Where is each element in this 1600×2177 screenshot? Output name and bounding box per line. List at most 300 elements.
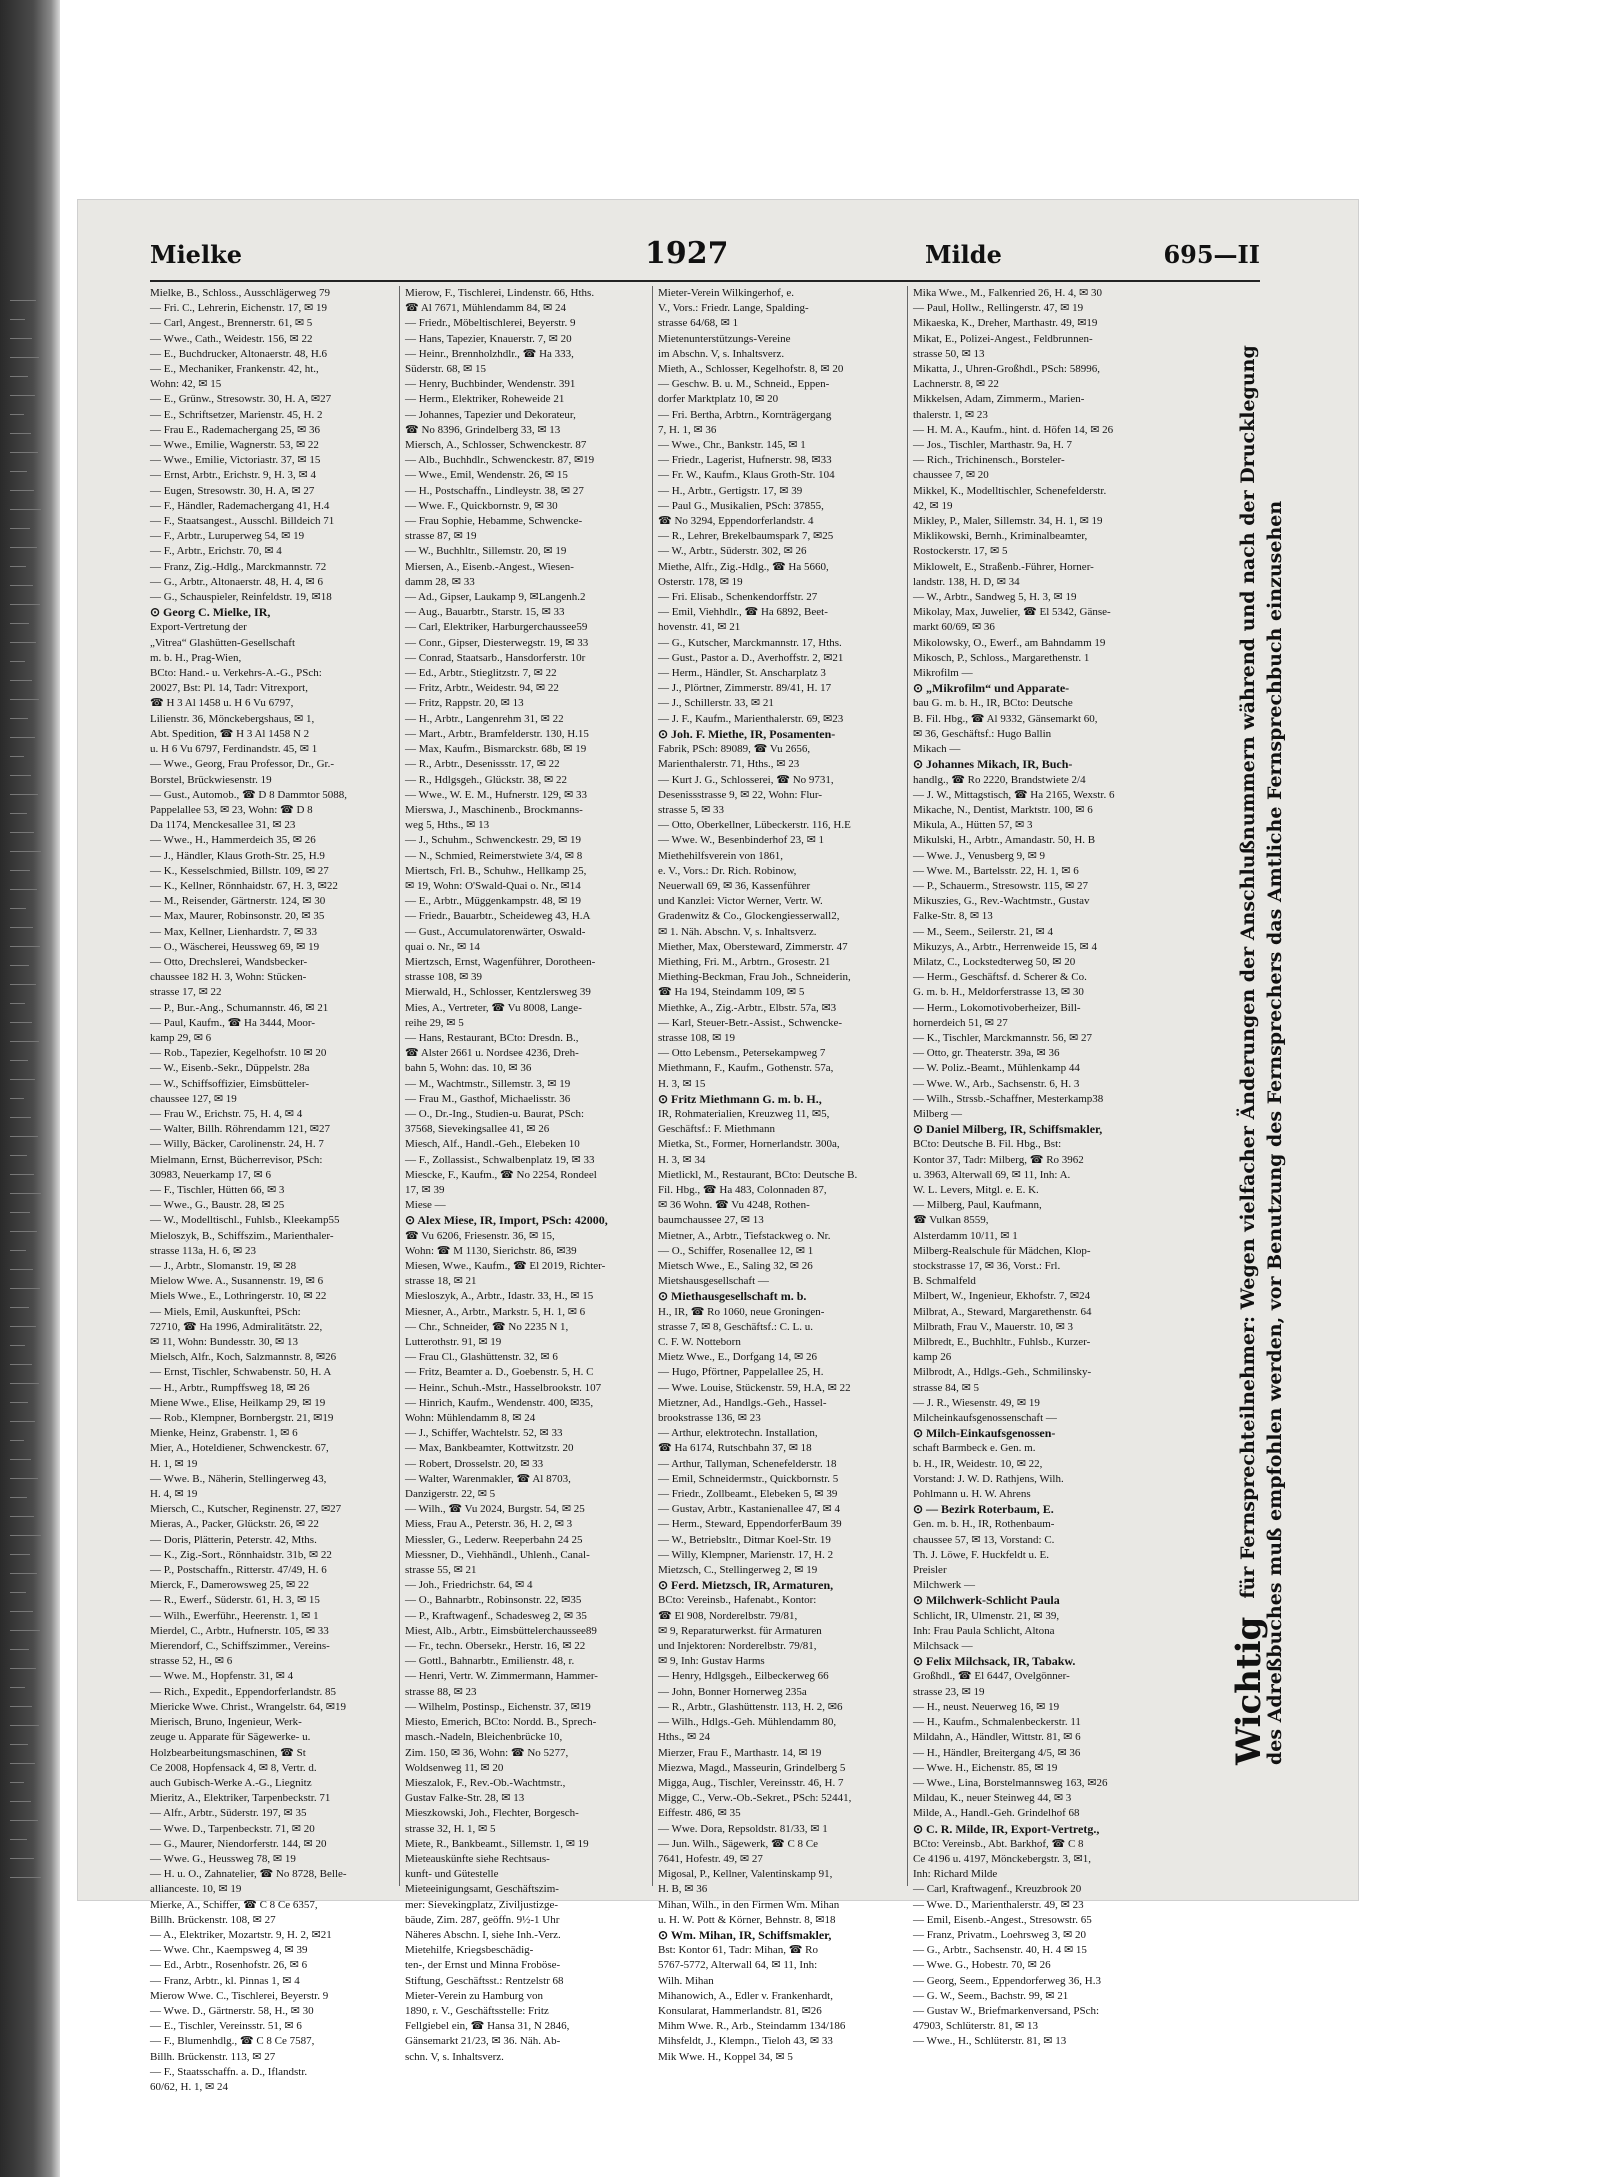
directory-entry: e. V., Vors.: Dr. Rich. Robinow, bbox=[658, 864, 797, 877]
facing-page-line bbox=[10, 832, 34, 833]
directory-entry: baumchaussee 27, ✉ 13 bbox=[658, 1214, 764, 1227]
directory-entry: — Karl, Steuer-Betr.-Assist., Schwencke- bbox=[658, 1016, 842, 1029]
directory-entry: — R., Lehrer, Brekelbaumspark 7, ✉25 bbox=[658, 530, 834, 543]
facing-page-line bbox=[10, 661, 25, 662]
directory-entry: — Frau Sophie, Hebamme, Schwencke- bbox=[405, 515, 583, 528]
directory-entry: — Wwe. D., Gärtnerstr. 58, H., ✉ 30 bbox=[150, 2004, 314, 2017]
facing-page-line bbox=[10, 1022, 32, 1023]
directory-entry: — Emil, Eisenb.-Angest., Stresowstr. 65 bbox=[913, 1913, 1092, 1926]
directory-entry: BCto: Deutsche B. Fil. Hbg., Bst: bbox=[913, 1138, 1062, 1151]
directory-entry: Miesch, Alf., Handl.-Geh., Elebeken 10 bbox=[405, 1138, 580, 1151]
directory-entry: Schlicht, IR, Ulmenstr. 21, ✉ 39, bbox=[913, 1609, 1060, 1622]
directory-entry: ten-, der Ernst und Minna Froböse- bbox=[405, 1959, 561, 1972]
directory-entry: Mietz Wwe., E., Dorfgang 14, ✉ 26 bbox=[658, 1351, 818, 1364]
directory-entry: u. 3963, Alterwall 69, ✉ 11, Inh: A. bbox=[913, 1168, 1071, 1181]
directory-entry: — Gust., Pastor a. D., Averhoffstr. 2, ✉21 bbox=[658, 651, 844, 664]
directory-entry: Milberg — bbox=[913, 1107, 962, 1120]
directory-entry: — Wilh., ☎ Vu 2024, Burgstr. 54, ✉ 25 bbox=[405, 1503, 585, 1516]
directory-entry: — F., Arbtr., Luruperweg 54, ✉ 19 bbox=[150, 530, 305, 543]
directory-entry: Vorstand: J. W. D. Rathjens, Wilh. bbox=[913, 1472, 1064, 1485]
directory-entry: im Abschn. V, s. Inhaltsverz. bbox=[658, 347, 785, 360]
facing-page-line bbox=[10, 1497, 27, 1498]
directory-entry: — Herm., Lokomotivoberheizer, Bill- bbox=[913, 1001, 1081, 1014]
directory-entry: Miessler, G., Lederw. Reeperbahn 24 25 bbox=[405, 1533, 583, 1546]
directory-entry: Miericke Wwe. Christ., Wrangelstr. 64, ✉19 bbox=[150, 1700, 346, 1713]
directory-entry: — Walter, Warenmakler, ☎ Al 8703, bbox=[405, 1472, 571, 1485]
directory-entry: chaussee 182 H. 3, Wohn: Stücken- bbox=[150, 971, 307, 984]
directory-entry: — Wilh., Hdlgs.-Geh. Mühlendamm 80, bbox=[658, 1716, 837, 1729]
directory-entry: — O., Bahnarbtr., Robinsonstr. 22, ✉35 bbox=[405, 1594, 582, 1607]
directory-entry: — Heinr., Brennholzhdlr., ☎ Ha 333, bbox=[405, 347, 574, 360]
directory-entry: quai o. Nr., ✉ 14 bbox=[405, 940, 480, 953]
directory-entry: Miest, Alb., Arbtr., Eimsbüttelerchaussee89 bbox=[405, 1624, 597, 1637]
directory-entry: H. B, ✉ 36 bbox=[658, 1883, 708, 1896]
page-number: 695—II bbox=[1163, 240, 1260, 269]
directory-entry: — Geschw. B. u. M., Schneid., Eppen- bbox=[658, 378, 830, 391]
directory-entry: strasse 50, ✉ 13 bbox=[913, 347, 985, 360]
directory-entry: — Aug., Bauarbtr., Starstr. 15, ✉ 33 bbox=[405, 606, 565, 619]
directory-entry: — Chr., Schneider, ☎ No 2235 N 1, bbox=[405, 1320, 569, 1333]
directory-entry: — Fritz, Beamter a. D., Goebenstr. 5, H. C bbox=[405, 1366, 594, 1379]
directory-entry: Mielke, B., Schloss., Ausschlägerweg 79 bbox=[150, 287, 330, 299]
directory-entry: — Gustav, Arbtr., Kastanienallee 47, ✉ 4 bbox=[658, 1503, 841, 1516]
facing-page-line bbox=[10, 908, 26, 909]
directory-entry: Mielsch, Alfr., Koch, Salzmannstr. 8, ✉26 bbox=[150, 1351, 337, 1364]
directory-entry: Näheres Abschn. I, siehe Inh.-Verz. bbox=[405, 1928, 561, 1941]
facing-page-line bbox=[10, 300, 36, 301]
facing-page-line bbox=[10, 737, 35, 738]
facing-page-line bbox=[10, 1269, 33, 1270]
directory-entry: — A., Elektriker, Mozartstr. 9, H. 2, ✉21 bbox=[150, 1928, 332, 1941]
directory-entry: hovenstr. 41, ✉ 21 bbox=[658, 621, 741, 634]
facing-page-line bbox=[10, 357, 39, 358]
directory-entry: chaussee 127, ✉ 19 bbox=[150, 1092, 237, 1105]
facing-page-line bbox=[10, 889, 37, 890]
directory-entry: — Carl, Elektriker, Harburgerchaussee59 bbox=[405, 621, 588, 634]
directory-entry: b. H., IR, Weidestr. 10, ✉ 22, bbox=[913, 1457, 1043, 1470]
directory-entry: Mihsfeldt, J., Klempn., Tieloh 43, ✉ 33 bbox=[658, 2035, 833, 2048]
facing-page-line bbox=[10, 585, 33, 586]
directory-entry: — Ad., Gipser, Laukamp 9, ✉Langenh.2 bbox=[405, 591, 586, 604]
directory-entry: Mietlickl, M., Restaurant, BCto: Deutsche B. bbox=[658, 1168, 858, 1181]
directory-entry: Mieteauskünfte siehe Rechtsaus- bbox=[405, 1852, 550, 1865]
directory-entry: ✉ 9, Inh: Gustav Harms bbox=[658, 1655, 765, 1668]
directory-entry: — Wwe. D., Tarpenbeckstr. 71, ✉ 20 bbox=[150, 1822, 315, 1835]
directory-entry: reihe 29, ✉ 5 bbox=[405, 1016, 464, 1029]
directory-entry: ⊙ Daniel Milberg, IR, Schiffsmakler, bbox=[913, 1122, 1103, 1137]
directory-entry: — F., Staatsangest., Ausschl. Billdeich 71 bbox=[150, 515, 335, 528]
directory-entry: — Wilh., Strssb.-Schaffner, Mesterkamp38 bbox=[913, 1092, 1104, 1105]
directory-entry: Falke-Str. 8, ✉ 13 bbox=[913, 910, 993, 923]
directory-entry: und Kanzlei: Victor Werner, Vertr. W. bbox=[658, 895, 823, 908]
directory-entry: G. m. b. H., Meldorferstrasse 13, ✉ 30 bbox=[913, 986, 1084, 999]
directory-entry: Lutterothstr. 91, ✉ 19 bbox=[405, 1336, 502, 1349]
directory-entry: Mietshausgesellschaft — bbox=[658, 1275, 769, 1288]
directory-entry: ⊙ Fritz Miethmann G. m. b. H., bbox=[658, 1091, 822, 1106]
directory-entry: ⊙ Milch-Einkaufsgenossen- bbox=[913, 1426, 1056, 1441]
directory-entry: strasse 108, ✉ 19 bbox=[658, 1031, 736, 1044]
directory-entry: — Gust., Automob., ☎ D 8 Dammtor 5088, bbox=[150, 788, 348, 801]
directory-entry: H. 3, ✉ 15 bbox=[658, 1077, 706, 1090]
facing-page-line bbox=[10, 1212, 30, 1213]
directory-entry: Mikache, N., Dentist, Marktstr. 100, ✉ 6 bbox=[913, 803, 1093, 816]
facing-page-line bbox=[10, 1041, 39, 1042]
facing-page-line bbox=[10, 1763, 35, 1764]
directory-entry: ☎ Ha 6174, Rutschbahn 37, ✉ 18 bbox=[658, 1442, 812, 1455]
facing-page-line bbox=[10, 490, 34, 491]
directory-entry: Mikosch, P., Schloss., Margarethenstr. 1 bbox=[913, 651, 1090, 664]
directory-entry: — Hinrich, Kaufm., Wendenstr. 400, ✉35, bbox=[405, 1396, 594, 1409]
directory-entry: — Frau Cl., Glashüttenstr. 32, ✉ 6 bbox=[405, 1351, 558, 1364]
directory-entry: — O., Schiffer, Rosenallee 12, ✉ 1 bbox=[658, 1244, 814, 1257]
directory-entry: — Fr., techn. Obersekr., Herstr. 16, ✉ 22 bbox=[405, 1640, 586, 1653]
directory-entry: Miescke, F., Kaufm., ☎ No 2254, Rondeel bbox=[405, 1168, 597, 1181]
directory-entry: Miesen, Wwe., Kaufm., ☎ El 2019, Richter- bbox=[405, 1260, 606, 1272]
directory-entry: — Otto, Drechslerei, Wandsbecker- bbox=[150, 955, 308, 968]
directory-entry: Mikrofilm — bbox=[913, 667, 973, 680]
directory-entry: Mieter-Verein Wilkingerhof, e. bbox=[658, 287, 794, 299]
directory-entry: — Wwe. J., Venusberg 9, ✉ 9 bbox=[913, 849, 1046, 862]
directory-entry: — Wwe., W. E. M., Hufnerstr. 129, ✉ 33 bbox=[405, 788, 587, 801]
directory-entry: — Hans, Restaurant, BCto: Dresdn. B., bbox=[405, 1031, 579, 1044]
header-rule bbox=[150, 280, 1260, 282]
directory-entry: bäude, Zim. 287, geöffn. 9½-1 Uhr bbox=[405, 1913, 560, 1926]
facing-page-line bbox=[10, 566, 26, 567]
facing-page-line bbox=[10, 604, 40, 605]
directory-entry: Miesner, A., Arbtr., Markstr. 5, H. 1, ✉ 6 bbox=[405, 1305, 586, 1318]
directory-entry: chaussee 7, ✉ 20 bbox=[913, 469, 989, 482]
directory-entry: Miertsch, Frl. B., Schuhw., Hellkamp 25, bbox=[405, 864, 587, 877]
facing-page-line bbox=[10, 1877, 41, 1878]
directory-entry: — W. Poliz.-Beamt., Mühlenkamp 44 bbox=[913, 1062, 1080, 1075]
directory-entry: — Wwe. M., Bartelsstr. 22, H. 1, ✉ 6 bbox=[913, 864, 1079, 877]
directory-entry: IR, Rohmaterialien, Kreuzweg 11, ✉5, bbox=[658, 1107, 830, 1120]
directory-entry: — J., Händler, Klaus Groth-Str. 25, H.9 bbox=[150, 849, 325, 862]
directory-entry: Mihan, Wilh., in den Firmen Wm. Mihan bbox=[658, 1898, 840, 1911]
directory-entry: — Eugen, Stresowstr. 30, H. A, ✉ 27 bbox=[150, 484, 315, 497]
directory-entry: Mierzer, Frau F., Marthastr. 14, ✉ 19 bbox=[658, 1746, 822, 1759]
directory-entry: — Max, Kaufm., Bismarckstr. 68b, ✉ 19 bbox=[405, 743, 587, 756]
directory-entry: — Willy, Klempner, Marienstr. 17, H. 2 bbox=[658, 1548, 834, 1561]
side-notice-text-1: für Fernsprechteilnehmer: Wegen vielfacher Änderungen der Anschlußnummern während und nach der Drucklegung bbox=[1237, 345, 1259, 1599]
directory-entry: — Hugo, Pförtner, Pappelallee 25, H. bbox=[658, 1366, 824, 1379]
directory-entry: ☎ Alster 2661 u. Nordsee 4236, Dreh- bbox=[405, 1047, 579, 1060]
column-1 bbox=[150, 286, 390, 2093]
directory-entry: — Conrad, Staatsarb., Hansdorferstr. 10r bbox=[405, 651, 586, 664]
facing-page-line bbox=[10, 1250, 26, 1251]
facing-page-line bbox=[10, 395, 35, 396]
directory-entry: ⊙ — Bezirk Roterbaum, E. bbox=[913, 1502, 1054, 1517]
directory-entry: — Ed., Arbtr., Stieglitzstr. 7, ✉ 22 bbox=[405, 667, 557, 680]
directory-entry: ✉ 36 Wohn. ☎ Vu 4248, Rothen- bbox=[658, 1199, 810, 1212]
directory-entry: — N., Schmied, Reimerstwiete 3/4, ✉ 8 bbox=[405, 849, 583, 862]
directory-entry: Wohn: ☎ M 1130, Sierichstr. 86, ✉39 bbox=[405, 1244, 577, 1257]
directory-entry: Mietzner, Ad., Handlgs.-Geh., Hassel- bbox=[658, 1396, 827, 1409]
directory-entry: Mikolowsky, O., Ewerf., am Bahndamm 19 bbox=[913, 636, 1106, 649]
directory-entry: — Henri, Vertr. W. Zimmermann, Hammer- bbox=[405, 1670, 598, 1683]
directory-entry: Geschäftsf.: F. Miethmann bbox=[658, 1123, 776, 1136]
directory-entry: — Wwe., G., Baustr. 28, ✉ 25 bbox=[150, 1199, 285, 1212]
directory-entry: — Fri. Elisab., Schenkendorffstr. 27 bbox=[658, 591, 818, 604]
directory-entry: „Vitrea“ Glashütten-Gesellschaft bbox=[150, 636, 296, 649]
directory-entry: Mikley, P., Maler, Sillemstr. 34, H. 1, ✉ 19 bbox=[913, 515, 1103, 528]
column-2 bbox=[405, 286, 645, 2063]
directory-entry: — G., Maurer, Niendorferstr. 144, ✉ 20 bbox=[150, 1837, 327, 1850]
directory-entry: — Georg, Seem., Eppendorferweg 36, H.3 bbox=[913, 1974, 1101, 1987]
directory-entry: — Wwe., Georg, Frau Professor, Dr., Gr.- bbox=[150, 758, 334, 771]
directory-entry: Mielow Wwe. A., Susannenstr. 19, ✉ 6 bbox=[150, 1275, 324, 1288]
directory-entry: Bst: Kontor 61, Tadr: Mihan, ☎ Ro bbox=[658, 1944, 819, 1957]
directory-entry: Pohlmann u. H. W. Ahrens bbox=[913, 1488, 1031, 1501]
directory-entry: — John, Bonner Hornerweg 235a bbox=[658, 1685, 807, 1698]
directory-entry: — H., Kaufm., Schmalenbeckerstr. 11 bbox=[913, 1716, 1081, 1729]
directory-entry: — Heinr., Schuh.-Mstr., Hasselbrookstr. 107 bbox=[405, 1381, 602, 1394]
directory-entry: — F., Arbtr., Erichstr. 70, ✉ 4 bbox=[150, 545, 282, 558]
directory-entry: — Fritz, Rappstr. 20, ✉ 13 bbox=[405, 697, 524, 710]
facing-page-line bbox=[10, 1117, 31, 1118]
facing-page-edge bbox=[0, 0, 48, 2177]
directory-entry: ⊙ Felix Milchsack, IR, Tabakw. bbox=[913, 1654, 1076, 1669]
facing-page-line bbox=[10, 1136, 38, 1137]
directory-entry: — Paul, Hollw., Rellingerstr. 47, ✉ 19 bbox=[913, 302, 1084, 315]
directory-entry: Miese — bbox=[405, 1199, 446, 1212]
directory-entry: strasse 5, ✉ 33 bbox=[658, 803, 725, 816]
directory-entry: Konsularat, Hammerlandstr. 81, ✉26 bbox=[658, 2004, 822, 2017]
directory-entry: 20027, Bst: Pl. 14, Tadr: Vitrexport, bbox=[150, 682, 308, 695]
directory-entry: — Paul G., Musikalien, PSch: 37855, bbox=[658, 499, 824, 512]
directory-entry: Kontor 37, Tadr: Milberg, ☎ Ro 3962 bbox=[913, 1153, 1084, 1166]
directory-entry: — Friedr., Möbeltischlerei, Beyerstr. 9 bbox=[405, 317, 576, 330]
directory-entry: u. H 6 Vu 6797, Ferdinandstr. 45, ✉ 1 bbox=[150, 743, 318, 756]
directory-entry: strasse 84, ✉ 5 bbox=[913, 1381, 980, 1394]
directory-entry: ⊙ Georg C. Mielke, IR, bbox=[150, 605, 271, 620]
directory-entry: Neuerwall 69, ✉ 36, Kassenführer bbox=[658, 879, 811, 892]
facing-page-line bbox=[10, 376, 28, 377]
directory-entry: Miethke, A., Zig.-Arbtr., Elbstr. 57a, ✉3 bbox=[658, 1001, 837, 1014]
facing-page-line bbox=[10, 1554, 30, 1555]
directory-entry: Miessner, D., Viehhändl., Uhlenh., Canal- bbox=[405, 1548, 590, 1561]
directory-entry: — Wwe. H., Eichenstr. 85, ✉ 19 bbox=[913, 1761, 1058, 1774]
facing-page-line bbox=[10, 1193, 41, 1194]
facing-page-line bbox=[10, 1516, 34, 1517]
facing-page-line bbox=[10, 1573, 37, 1574]
facing-page-line bbox=[10, 699, 39, 700]
facing-page-line bbox=[10, 623, 29, 624]
directory-entry: Miething, Fri. M., Arbtrn., Grosestr. 21 bbox=[658, 955, 831, 968]
page-header bbox=[150, 236, 1260, 272]
directory-entry: ☎ H 3 Al 1458 u. H 6 Vu 6797, bbox=[150, 697, 294, 710]
directory-entry: bahn 5, Wohn: das. 10, ✉ 36 bbox=[405, 1062, 532, 1075]
directory-entry: ⊙ Ferd. Mietzsch, IR, Armaturen, bbox=[658, 1578, 834, 1593]
directory-entry: Milatz, C., Lockstedterweg 50, ✉ 20 bbox=[913, 955, 1076, 968]
directory-entry: — Franz, Privatm., Loehrsweg 3, ✉ 20 bbox=[913, 1928, 1086, 1941]
directory-entry: — Alfr., Arbtr., Süderstr. 197, ✉ 35 bbox=[150, 1807, 307, 1820]
directory-entry: Ce 4196 u. 4197, Mönckebergstr. 3, ✉1, bbox=[913, 1852, 1091, 1865]
directory-entry: — J., Schillerstr. 33, ✉ 21 bbox=[658, 697, 774, 710]
directory-entry: — J. R., Wiesenstr. 49, ✉ 19 bbox=[913, 1396, 1040, 1409]
directory-entry: 7, H. 1, ✉ 36 bbox=[658, 423, 717, 436]
facing-page-line bbox=[10, 965, 29, 966]
directory-entry: Migge, C., Verw.-Ob.-Sekret., PSch: 52441, bbox=[658, 1792, 852, 1805]
directory-entry: — M., Wachtmstr., Sillemstr. 3, ✉ 19 bbox=[405, 1077, 571, 1090]
directory-entry: Alsterdamm 10/11, ✉ 1 bbox=[913, 1229, 1018, 1242]
facing-page-line bbox=[10, 1155, 27, 1156]
facing-page-line bbox=[10, 338, 32, 339]
facing-page-line bbox=[10, 1421, 35, 1422]
directory-entry: — G., Kutscher, Marckmannstr. 17, Hths. bbox=[658, 636, 842, 649]
directory-entry: ⊙ Milchwerk-Schlicht Paula bbox=[913, 1593, 1060, 1608]
directory-entry: — Franz, Arbtr., kl. Pinnas 1, ✉ 4 bbox=[150, 1974, 300, 1987]
directory-entry: Stiftung, Geschäftsst.: Rentzelstr 68 bbox=[405, 1974, 564, 1987]
directory-entry: Rostockerstr. 17, ✉ 5 bbox=[913, 545, 1008, 558]
directory-entry: — F., Blumenhdlg., ☎ C 8 Ce 7587, bbox=[150, 2035, 315, 2048]
directory-entry: Mies, A., Vertreter, ☎ Vu 8008, Lange- bbox=[405, 1001, 582, 1014]
facing-page-line bbox=[10, 528, 30, 529]
facing-page-line bbox=[10, 1782, 24, 1783]
facing-page-line bbox=[10, 1231, 37, 1232]
directory-entry: Osterstr. 178, ✉ 19 bbox=[658, 575, 743, 588]
directory-entry: — F., Zollassist., Schwalbenplatz 19, ✉ 33 bbox=[405, 1153, 595, 1166]
directory-entry: Pappelallee 53, ✉ 23, Wohn: ☎ D 8 bbox=[150, 803, 313, 816]
directory-entry: strasse 23, ✉ 19 bbox=[913, 1685, 985, 1698]
directory-entry: hornerdeich 51, ✉ 27 bbox=[913, 1016, 1008, 1029]
directory-entry: 47903, Schlüterstr. 81, ✉ 13 bbox=[913, 2020, 1039, 2033]
directory-entry: Miething-Beckman, Frau Joh., Schneiderin, bbox=[658, 971, 851, 984]
directory-entry: Miethmann, F., Kaufm., Gothenstr. 57a, bbox=[658, 1062, 834, 1075]
directory-entry: 5767-5772, Alterwall 64, ✉ 11, Inh: bbox=[658, 1959, 818, 1972]
directory-entry: — Henry, Hdlgsgeh., Eilbeckerweg 66 bbox=[658, 1670, 829, 1683]
directory-entry: — E., Tischler, Vereinsstr. 51, ✉ 6 bbox=[150, 2020, 302, 2033]
facing-page-line bbox=[10, 870, 30, 871]
directory-entry: Mikolay, Max, Juwelier, ☎ El 5342, Gänse- bbox=[913, 606, 1111, 619]
directory-entry: Wohn: 42, ✉ 15 bbox=[150, 378, 222, 391]
facing-page-line bbox=[10, 927, 33, 928]
directory-entry: Fil. Hbg., ☎ Ha 483, Colonnaden 87, bbox=[658, 1183, 827, 1196]
directory-entry: Zim. 150, ✉ 36, Wohn: ☎ No 5277, bbox=[405, 1746, 569, 1759]
directory-entry: — Wwe., Emilie, Victoriastr. 37, ✉ 15 bbox=[150, 454, 321, 467]
column-divider bbox=[652, 286, 653, 1886]
directory-entry: — G. W., Seem., Bachstr. 99, ✉ 21 bbox=[913, 1989, 1069, 2002]
directory-entry: — Wwe. W., Besenbinderhof 23, ✉ 1 bbox=[658, 834, 825, 847]
directory-entry: — Paul, Kaufm., ☎ Ha 3444, Moor- bbox=[150, 1016, 316, 1029]
directory-entry: Mikuzys, A., Arbtr., Herrenweide 15, ✉ 4 bbox=[913, 940, 1097, 953]
directory-entry: — Ernst, Tischler, Schwabenstr. 50, H. A bbox=[150, 1366, 332, 1379]
directory-entry: strasse 64/68, ✉ 1 bbox=[658, 317, 739, 330]
directory-entry: — Wwe., Lina, Borstelmannsweg 163, ✉26 bbox=[913, 1776, 1108, 1789]
directory-entry: Mik Wwe. H., Koppel 34, ✉ 5 bbox=[658, 2050, 793, 2063]
directory-entry: strasse 7, ✉ 8, Geschäftsf.: C. L. u. bbox=[658, 1320, 813, 1333]
directory-entry: Holzbearbeitungsmaschinen, ☎ St bbox=[150, 1746, 306, 1759]
directory-entry: — Hans, Tapezier, Knauerstr. 7, ✉ 20 bbox=[405, 332, 572, 345]
directory-entry: — K., Kellner, Rönnhaidstr. 67, H. 3, ✉22 bbox=[150, 879, 338, 892]
directory-entry: — Carl, Angest., Brennerstr. 61, ✉ 5 bbox=[150, 317, 313, 330]
directory-entry: ✉ 11, Wohn: Bundesstr. 30, ✉ 13 bbox=[150, 1336, 299, 1349]
directory-entry: strasse 52, H., ✉ 6 bbox=[150, 1655, 233, 1668]
column-divider bbox=[399, 286, 400, 1886]
directory-entry: Fellgiebel ein, ☎ Hansa 31, N 2846, bbox=[405, 2020, 570, 2033]
directory-entry: W. L. Levers, Mitgl. e. E. K. bbox=[913, 1183, 1039, 1196]
directory-entry: Milde, A., Handl.-Geh. Grindelhof 68 bbox=[913, 1807, 1080, 1820]
directory-entry: brookstrasse 136, ✉ 23 bbox=[658, 1412, 761, 1425]
directory-entry: Abt. Spedition, ☎ H 3 Al 1458 N 2 bbox=[150, 727, 310, 740]
directory-entry: bau G. m. b. H., IR, BCto: Deutsche bbox=[913, 697, 1073, 710]
directory-entry: 42, ✉ 19 bbox=[913, 499, 953, 512]
directory-entry: Mierswa, J., Maschinenb., Brockmanns- bbox=[405, 803, 583, 816]
directory-entry: ⊙ Johannes Mikach, IR, Buch- bbox=[913, 757, 1073, 772]
directory-entry: — P., Schauerm., Stresowstr. 115, ✉ 27 bbox=[913, 879, 1089, 892]
directory-entry: — P., Postschaffn., Ritterstr. 47/49, H. 6 bbox=[150, 1564, 327, 1577]
directory-entry: Mier, A., Hoteldiener, Schwenckestr. 67, bbox=[150, 1442, 329, 1455]
facing-page-line bbox=[10, 1839, 27, 1840]
directory-entry: Ce 2008, Hopfensack 4, ✉ 8, Vertr. d. bbox=[150, 1761, 317, 1774]
directory-entry: BCto: Vereinsb., Hafenabt., Kontor: bbox=[658, 1594, 817, 1607]
directory-entry: — Franz, Zig.-Hdlg., Marckmannstr. 72 bbox=[150, 560, 327, 573]
facing-page-line bbox=[10, 1364, 32, 1365]
directory-entry: Milchwerk — bbox=[913, 1579, 976, 1592]
directory-entry: Migosal, P., Kellner, Valentinskamp 91, bbox=[658, 1868, 833, 1881]
facing-page-line bbox=[10, 433, 31, 434]
facing-page-line bbox=[10, 1744, 28, 1745]
directory-entry: ☎ Vulkan 8559, bbox=[913, 1214, 989, 1227]
facing-page-line bbox=[10, 946, 40, 947]
directory-entry: ⊙ Joh. F. Miethe, IR, Posamenten- bbox=[658, 726, 836, 741]
side-notice-line-2: des Adreßbuches muß empfohlen werden, vor Benutzung des Fernsprechers das Amtliche Fernsprechbuch einzusehen bbox=[1264, 500, 1286, 1765]
directory-entry: — Johannes, Tapezier und Dekorateur, bbox=[405, 408, 576, 421]
directory-entry: — Gustav W., Briefmarkenversand, PSch: bbox=[913, 2004, 1100, 2017]
directory-entry: Süderstr. 68, ✉ 15 bbox=[405, 363, 487, 376]
facing-page-line bbox=[10, 718, 28, 719]
directory-entry: Mierendorf, C., Schiffszimmer., Vereins- bbox=[150, 1640, 330, 1653]
directory-entry: Mienke, Heinz, Grabenstr. 1, ✉ 6 bbox=[150, 1427, 298, 1440]
directory-entry: Miersch, A., Schlosser, Schwenckestr. 87 bbox=[405, 439, 587, 452]
directory-entry: — P., Kraftwagenf., Schadesweg 2, ✉ 35 bbox=[405, 1609, 587, 1622]
directory-entry: m. b. H., Prag-Wien, bbox=[150, 651, 242, 664]
directory-entry: — Wwe., Emilie, Wagnerstr. 53, ✉ 22 bbox=[150, 439, 319, 452]
facing-page-line bbox=[10, 1079, 35, 1080]
directory-entry: — H., Arbtr., Langenrehm 31, ✉ 22 bbox=[405, 712, 564, 725]
directory-entry: ☎ No 3294, Eppendorferlandstr. 4 bbox=[658, 515, 814, 528]
facing-page-line bbox=[10, 1402, 28, 1403]
directory-entry: — Jos., Tischler, Marthastr. 9a, H. 7 bbox=[913, 439, 1073, 452]
directory-entry: — Wwe., H., Hammerdeich 35, ✉ 26 bbox=[150, 834, 316, 847]
directory-entry: Mikat, E., Polizei-Angest., Feldbrunnen- bbox=[913, 332, 1093, 345]
directory-entry: Wohn: Mühlendamm 8, ✉ 24 bbox=[405, 1412, 536, 1425]
directory-entry: — Rich., Expedit., Eppendorferlandstr. 85 bbox=[150, 1685, 337, 1698]
directory-entry: — Wwe. D., Marienthalerstr. 49, ✉ 23 bbox=[913, 1898, 1084, 1911]
directory-entry: Mieth, A., Schlosser, Kegelhofstr. 8, ✉ 20 bbox=[658, 363, 844, 376]
header-year: 1927 bbox=[645, 236, 729, 271]
directory-entry: B. Schmalfeld bbox=[913, 1275, 976, 1288]
facing-page-line bbox=[10, 1801, 31, 1802]
facing-page-line bbox=[10, 1687, 25, 1688]
directory-entry: — Rob., Klempner, Bornbergstr. 21, ✉19 bbox=[150, 1412, 334, 1425]
directory-entry: — H., neust. Neuerweg 16, ✉ 19 bbox=[913, 1700, 1060, 1713]
directory-entry: B. Fil. Hbg., ☎ Al 9332, Gänsemarkt 60, bbox=[913, 712, 1098, 725]
directory-entry: strasse 18, ✉ 21 bbox=[405, 1275, 477, 1288]
directory-entry: Mietka, St., Former, Hornerlandstr. 300a, bbox=[658, 1138, 840, 1151]
facing-page-line bbox=[10, 1478, 38, 1479]
facing-page-line bbox=[10, 756, 24, 757]
directory-entry: — E., Mechaniker, Frankenstr. 42, ht., bbox=[150, 363, 319, 376]
directory-entry: — Fri. C., Lehrerin, Eichenstr. 17, ✉ 19 bbox=[150, 302, 327, 315]
directory-entry: Miesto, Emerich, BCto: Nordd. B., Sprech- bbox=[405, 1716, 597, 1729]
directory-entry: — K., Tischler, Marckmannstr. 56, ✉ 27 bbox=[913, 1031, 1092, 1044]
directory-entry: Miezwa, Magd., Masseurin, Grindelberg 5 bbox=[658, 1761, 846, 1774]
facing-page-line bbox=[10, 794, 38, 795]
facing-page-line bbox=[10, 1820, 38, 1821]
directory-entry: Th. J. Löwe, F. Huckfeldt u. E. bbox=[913, 1548, 1049, 1561]
directory-entry: — G., Schauspieler, Reinfeldstr. 19, ✉18 bbox=[150, 591, 332, 604]
